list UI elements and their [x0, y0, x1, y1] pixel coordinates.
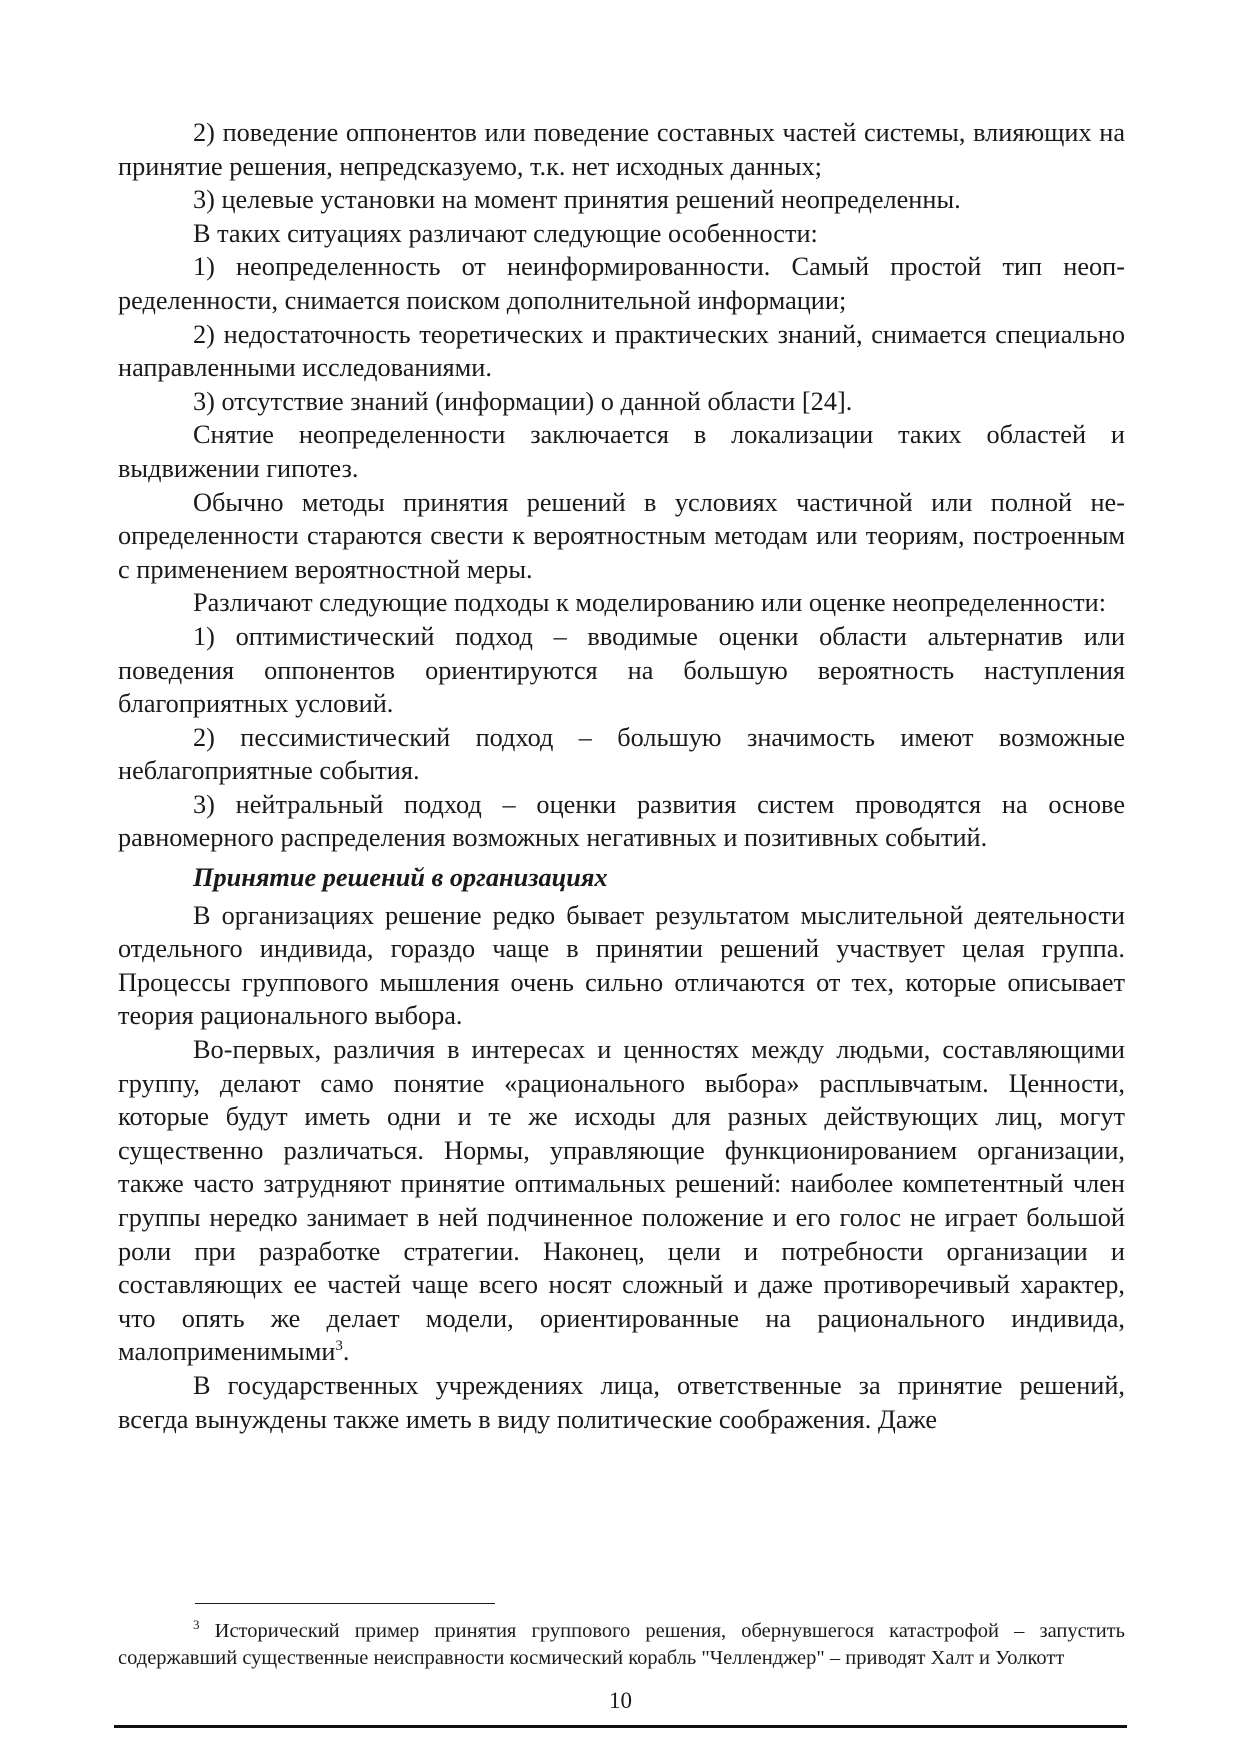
paragraph-text: Во-первых, различия в интересах и ценностях между людьми, составляющими группу, делают само понятие «рационального выбора» расплывчатым. Ценности, которые будут иметь одни и те же исходы для разных действующих лиц, могут существенно различаться. Нормы, управляющие функционированием организации, также часто затрудняют принятие оптимальных решений: наиболее компетентный член группы нередко занимает в ней подчиненное положение и его голос не играет большой роли при разработке стратегии. Наконец, цели и потребности организации и составляющих ее частей чаще всего носят сложный и даже противоречивый характер, что опять же делает модели, ориентированные на рационального индивида, малоприменимыми: [118, 1035, 1125, 1367]
footnote-text: [118, 1618, 1125, 1672]
paragraph: В организациях решение редко бывает результатом мыслительной деятельности отдельного индивида, гораздо чаще в принятии решений участвует целая группа. Процессы группового мышления очень сильно отличаются от тех, которые описывает теория рационального выбора.: [118, 900, 1125, 1031]
footnote-body: Исторический пример принятия группового решения, обернувшегося катастрофой – запустить содержавший существенные неисправности космический корабль "Челленджер" – приводят Халт и Уолкотт: [118, 1620, 1125, 1669]
paragraph: В таких ситуациях различают следующие особенности:: [193, 218, 818, 248]
paragraph: Снятие неопределенности заключается в локализации таких областей и выдвижении гипотез.: [118, 420, 1125, 483]
paragraph: 2) недостаточность теоретических и практических знаний, снимается специально направленными исследованиями.: [118, 319, 1125, 383]
paragraph: [118, 1033, 1125, 1369]
paragraph: 2) пессимистический подход – большую значимость имеют возможные неблагоприятные события.: [118, 722, 1125, 786]
footnote-marker: 3: [193, 1617, 200, 1633]
paragraph: 1) оптимистический подход – вводимые оценки области альтернатив или поведения оппонентов ориентируются на большую вероятность наступления благоприятных условий.: [118, 621, 1125, 719]
paragraph: 1) неопределенность от неинформированности. Самый простой тип неопределенности, снимается поиском дополнительной информации;: [118, 252, 1125, 315]
paragraph: 3) нейтральный подход – оценки развития систем проводятся на основе равномерного распределения возможных негативных и позитивных событий.: [118, 789, 1125, 853]
paragraph: 3) отсутствие знаний (информации) о данной области [24].: [193, 386, 853, 416]
paragraph-tail: .: [342, 1337, 350, 1367]
footnote-reference[interactable]: 3: [335, 1338, 343, 1355]
section-heading: Принятие решений в организациях: [193, 863, 608, 893]
body-text: [118, 116, 1125, 1436]
paragraph: 3) целевые установки на момент принятия решений неопределенны.: [193, 185, 961, 215]
page-number: 10: [609, 1688, 632, 1713]
paragraph: 2) поведение оппонентов или поведение составных частей системы, влияющих на принятие решения, непредсказуемо, т.к. нет исходных данных;: [118, 118, 1125, 181]
paragraph: Обычно методы принятия решений в условиях частичной или полной неопределенности стараются свести к вероятностным методам или теориям, построенным с применением вероятностной меры.: [118, 487, 1125, 584]
footnote: [118, 1618, 1125, 1672]
bottom-rule: [114, 1725, 1127, 1728]
page-content: [118, 116, 1125, 1436]
paragraph: Различают следующие подходы к моделированию или оценке неопределенности:: [193, 588, 1106, 618]
paragraph: В государственных учреждениях лица, ответственные за принятие решений, всегда вынуждены также иметь в виду политические соображения. Даже: [118, 1370, 1125, 1434]
footnote-separator: [195, 1603, 495, 1604]
